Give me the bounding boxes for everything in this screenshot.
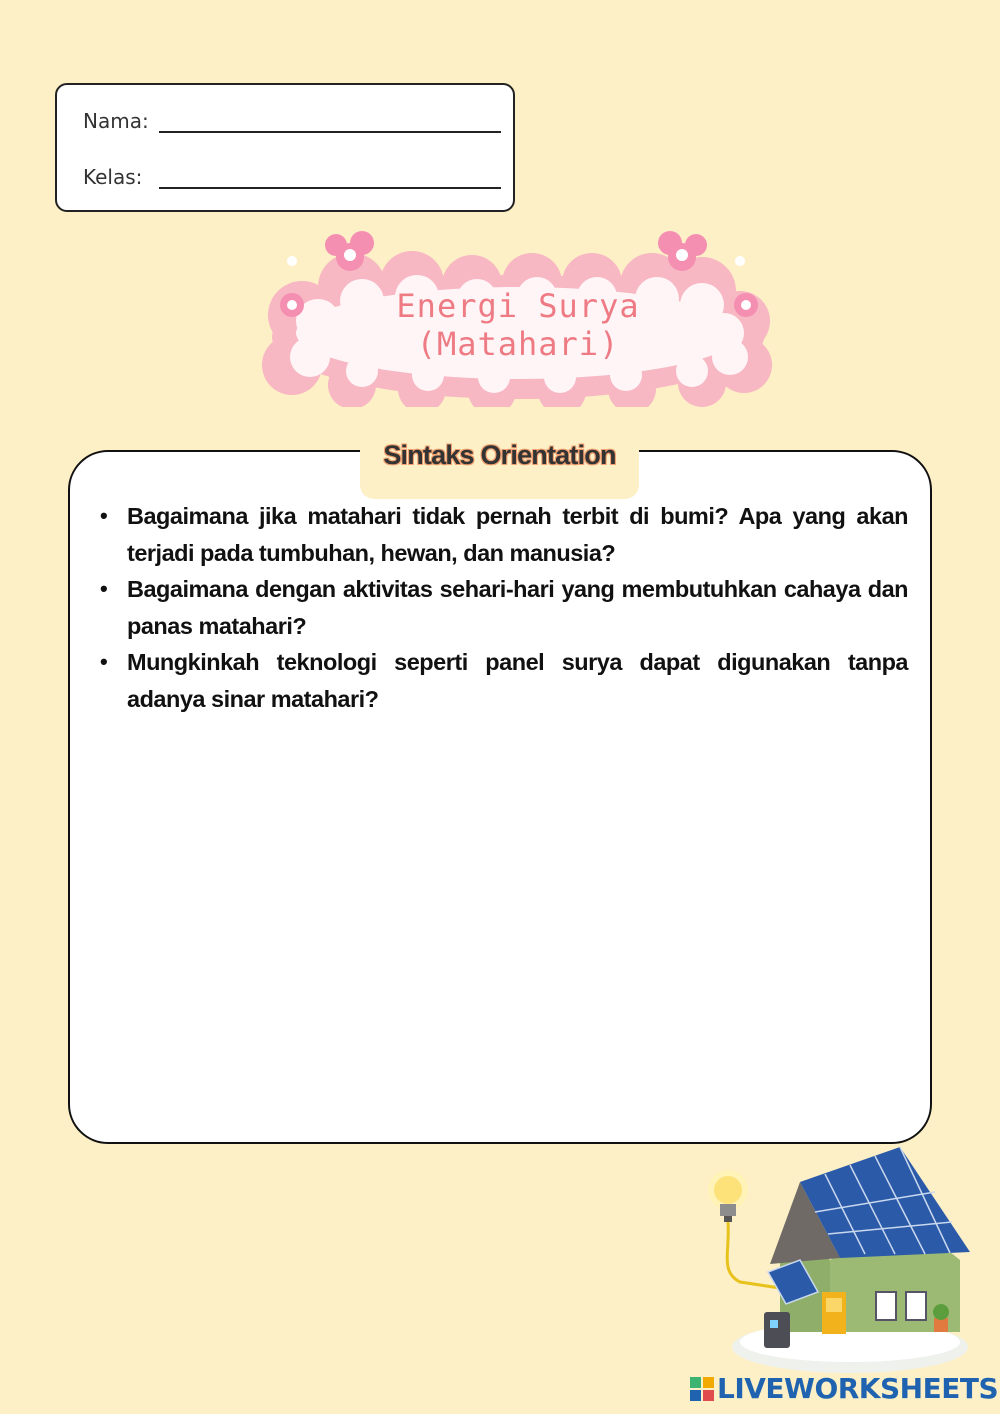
question-list	[100, 498, 908, 717]
name-label: Nama:	[83, 109, 149, 133]
worksheet-title	[262, 287, 774, 363]
class-row	[83, 163, 501, 189]
question-item: • Mungkinkah teknologi seperti panel surya dapat digunakan tanpa adanya sinar matahari?	[100, 644, 908, 717]
title-line-1: Energi Surya	[396, 287, 640, 325]
solar-house-illustration	[700, 1142, 990, 1382]
liveworksheets-logo-icon	[690, 1377, 714, 1401]
question-item: • Bagaimana dengan aktivitas sehari-hari yang membutuhkan cahaya dan panas matahari?	[100, 571, 908, 644]
student-info-box	[55, 83, 515, 212]
liveworksheets-branding	[690, 1372, 998, 1405]
class-field[interactable]	[159, 163, 501, 189]
section-title: Sintaks Orientation	[383, 440, 616, 470]
class-label: Kelas:	[83, 165, 143, 189]
question-item: • Bagaimana jika matahari tidak pernah terbit di bumi? Apa yang akan terjadi pada tumbuhan, hewan, dan manusia?	[100, 498, 908, 571]
name-field[interactable]	[159, 107, 501, 133]
brand-name: LIVEWORKSHEETS	[717, 1372, 999, 1405]
name-row	[83, 107, 501, 133]
title-line-2: (Matahari)	[416, 325, 620, 363]
